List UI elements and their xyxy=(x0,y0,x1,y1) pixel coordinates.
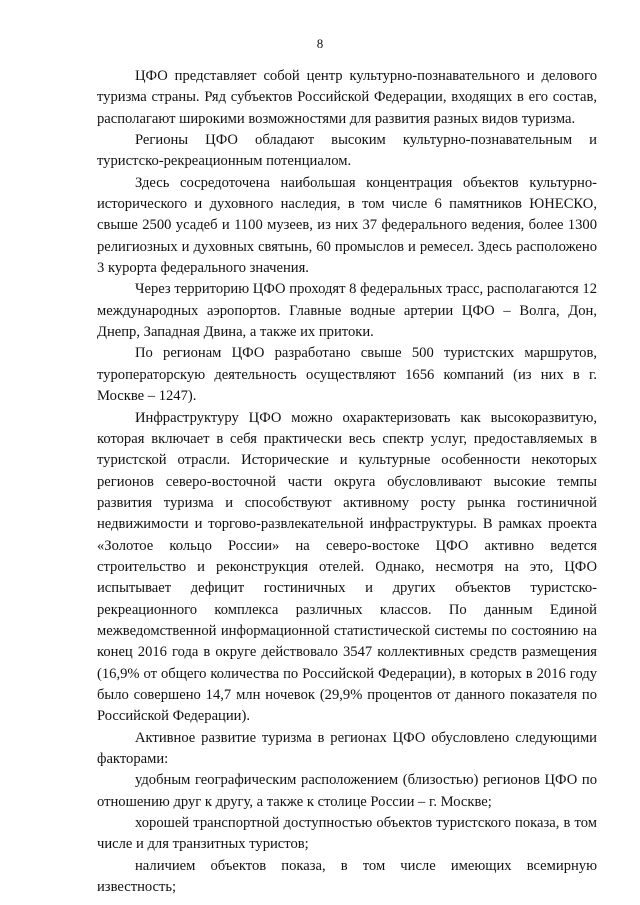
paragraph-3: Здесь сосредоточена наибольшая концентрация объектов культурно-исторического и духовного наследия, в том числе 6 памятников ЮНЕСКО, свыше 2500 усадеб и 1100 музеев, из них 37 федерального ведения, более 1300 религиозных и духовных святынь, 60 промыслов и ремесел. Здесь расположено 3 курорта федерального значения. xyxy=(97,174,597,277)
paragraph-5: По регионам ЦФО разработано свыше 500 туристских маршрутов, туроператорскую деятельность осуществляют 1656 компаний (из них в г. Москве – 1247). xyxy=(97,345,597,405)
paragraph-1: ЦФО представляет собой центр культурно-познавательного и делового туризма страны. Ряд субъектов Российской Федерации, входящих в его состав, располагают широкими возможностями для развития разных видов туризма. xyxy=(97,68,597,127)
page-number: 8 xyxy=(316,36,324,51)
paragraph-4: Через территорию ЦФО проходят 8 федеральных трасс, располагаются 12 международных аэропортов. Главные водные артерии ЦФО – Волга, Дон, Днепр, Западная Двина, а также их притоки. xyxy=(97,281,597,341)
paragraph-6: Инфраструктуру ЦФО можно охарактеризовать как высокоразвитую, которая включает в себя практически весь спектр услуг, предоставляемых в туристской отрасли. Исторические и культурные особенности некоторых регионов северо-восточной части округа обусловливают высокие темпы развития туризма и способствуют активному росту рынка гостиничной недвижимости и торгово-развлекательной инфраструктуры. В рамках проекта «Золотое кольцо России» на северо-востоке ЦФО активно ведется строительство и реконструкция отелей. Однако, несмотря на это, ЦФО испытывает дефицит гостиничных и других объектов туристско-рекреационного комплекса различных классов. По данным Единой межведомственной информационной статистической системы по состоянию на конец 2016 года в округе действовало 3547 коллективных средств размещения (16,9% от общего количества по Российской Федерации), в которых в 2016 году было совершено 14,7 млн ночевок (29,9% процентов от данного показателя по Российской Федерации). xyxy=(97,409,597,725)
list-item-2: хорошей транспортной доступностью объектов туристского показа, в том числе и для транзитных туристов; xyxy=(97,815,597,853)
list-item-3: наличием объектов показа, в том числе имеющих всемирную известность; xyxy=(97,857,597,896)
body-text xyxy=(97,66,597,898)
list-item-1: удобным географическим расположением (близостью) регионов ЦФО по отношению друг к другу, а также к столице России – г. Москве; xyxy=(97,772,597,810)
paragraph-2: Регионы ЦФО обладают высоким культурно-познавательным и туристско-рекреационным потенциалом. xyxy=(97,132,597,170)
paragraph-7: Активное развитие туризма в регионах ЦФО обусловлено следующими факторами: xyxy=(97,729,597,767)
